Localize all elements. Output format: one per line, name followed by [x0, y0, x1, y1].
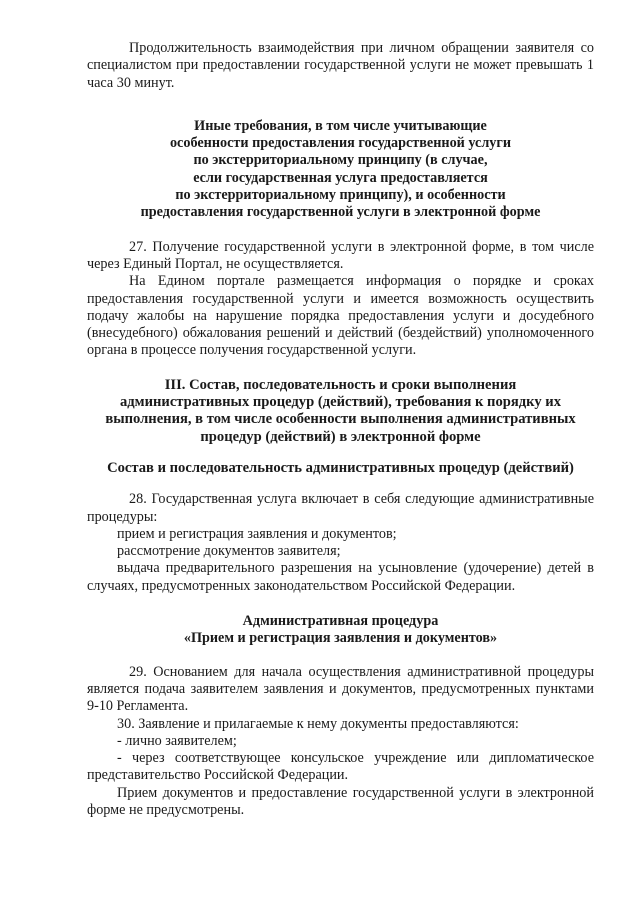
heading-line: особенности предоставления государственной услуги	[169, 135, 512, 152]
heading-line: процедур (действий) в электронной форме	[200, 428, 481, 445]
document-page	[87, 40, 594, 819]
list-item: - через соответствующее консульское учреждение или дипломатическое представительство Российской Федерации.	[87, 750, 594, 784]
list-item: прием и регистрация заявления и документов;	[117, 525, 397, 542]
heading-line: административных процедур (действий), требования к порядку их	[119, 394, 562, 411]
heading-line: по экстерриториальному принципу (в случае,	[193, 152, 488, 169]
duration-paragraph: Продолжительность взаимодействия при личном обращении заявителя со специалистом при предоставлении государственной услуги не может превышать 1 часа 30 минут.	[87, 40, 594, 91]
paragraph-27: 27. Получение государственной услуги в электронной форме, в том числе через Единый Портал, не осуществляется.	[87, 238, 594, 272]
heading-line: Административная процедура	[242, 613, 439, 630]
closing-paragraph: Прием документов и предоставление государственной услуги в электронной форме не предусмотрены.	[87, 784, 594, 818]
heading-line: Иные требования, в том числе учитывающие	[194, 117, 487, 134]
list-item: - лично заявителем;	[117, 732, 237, 749]
section-3-heading	[87, 377, 594, 446]
procedure-heading	[87, 613, 594, 648]
list-item: рассмотрение документов заявителя;	[117, 543, 341, 560]
portal-info-paragraph: На Едином портале размещается информация о порядке и сроках предоставления государственной услуги и имеется возможность осуществить подачу жалобы на нарушение порядка предоставления услуги и досудебного (внесудебного) обжалования решений и действий (бездействий) уполномоченного органа в процессе получения государственной услуги.	[87, 273, 594, 359]
list-item: выдача предварительного разрешения на усыновление (удочерение) детей в случаях, предусмотренных законодательством Российской Федерации.	[87, 560, 594, 594]
heading-line: III. Состав, последовательность и сроки выполнения	[164, 376, 517, 393]
heading-line: выполнения, в том числе особенности выполнения административных	[105, 411, 576, 428]
heading-line: «Прием и регистрация заявления и документов»	[183, 630, 498, 647]
paragraph-28: 28. Государственная услуга включает в себя следующие административные процедуры:	[87, 491, 594, 525]
paragraph-29: 29. Основанием для начала осуществления административной процедуры является подача заявителем заявления и документов, предусмотренных пунктами 9-10 Регламента.	[87, 663, 594, 715]
procedures-subheading: Состав и последовательность административных процедур (действий)	[107, 459, 574, 476]
heading-line: если государственная услуга предоставляется	[193, 169, 488, 186]
other-requirements-heading	[87, 118, 594, 222]
heading-line: по экстерриториальному принципу), и особенности	[175, 187, 506, 204]
paragraph-30: 30. Заявление и прилагаемые к нему документы предоставляются:	[117, 715, 519, 732]
heading-line: предоставления государственной услуги в электронной форме	[140, 204, 541, 221]
